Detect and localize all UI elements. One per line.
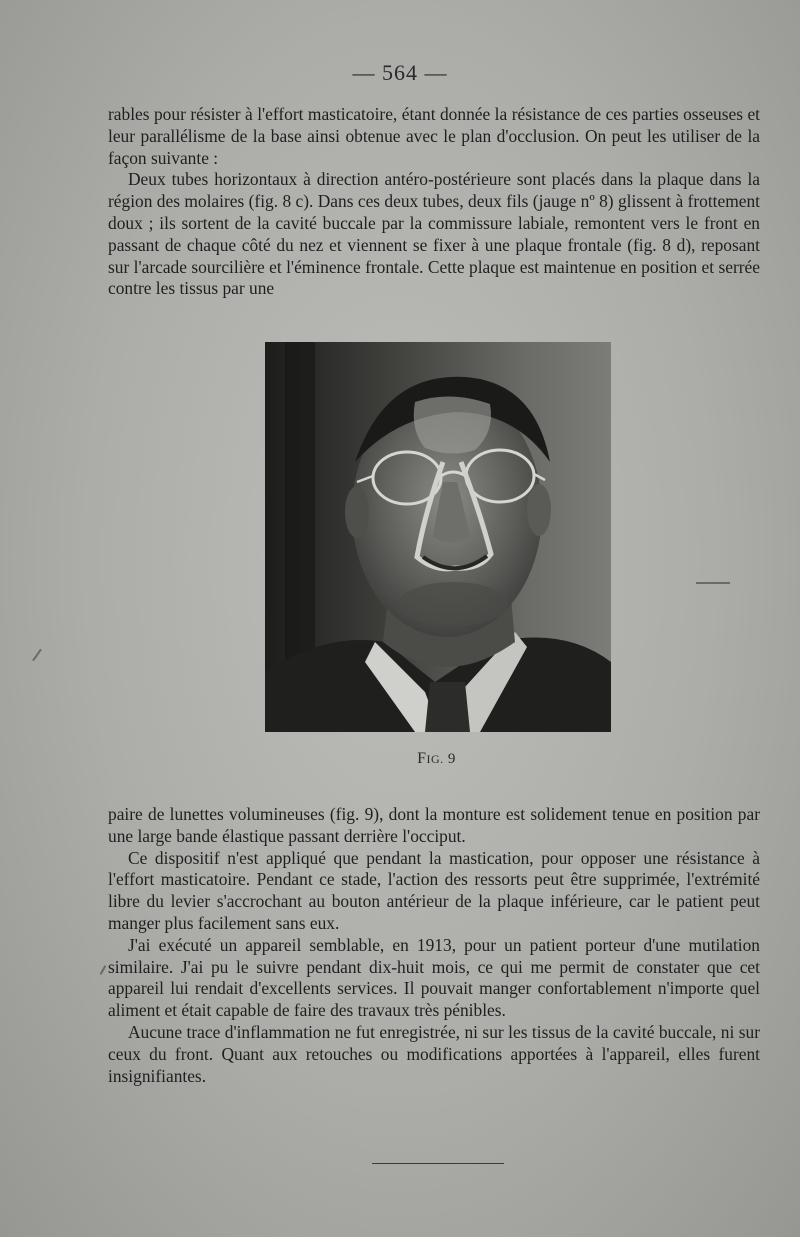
figure-caption: [0, 750, 800, 768]
paragraph: rables pour résister à l'effort masticatoire, étant donnée la résistance de ces parties osseuses et leur parallélisme de la base ainsi obtenue avec le plan d'occlusion. On peut les utiliser de la façon suivante :: [108, 104, 760, 168]
caption-label-rest: IG.: [426, 752, 444, 766]
bottom-text-block: [108, 804, 760, 1087]
margin-tick: [100, 965, 107, 975]
patient-photo-illustration: [265, 342, 611, 732]
paragraph: Aucune trace d'inflammation ne fut enregistrée, ni sur les tissus de la cavité buccale, ni sur ceux du front. Quant aux retouches ou modifications apportées à l'appareil, elles furent insignifiantes.: [108, 1021, 760, 1086]
footer-rule: [372, 1163, 504, 1164]
top-text-block: [108, 104, 760, 300]
paragraph: Deux tubes horizontaux à direction antéro-postérieure sont placés dans la plaque dans la région des molaires (fig. 8 c). Dans ces deux tubes, deux fils (jauge nº 8) glissent à frottement doux ; ils sortent de la cavité buccale par la commissure labiale, remontent vers le front en passant de chaque côté du nez et viennent se fixer à une plaque frontale (fig. 8 d), reposant sur l'arcade sourcilière et l'éminence frontale. Cette plaque est maintenue en position et serrée contre les tissus par une: [108, 169, 760, 299]
caption-label-first: F: [417, 750, 427, 767]
margin-tick: [32, 649, 42, 662]
paragraph: paire de lunettes volumineuses (fig. 9), dont la monture est solidement tenue en position par une large bande élastique passant derrière l'occiput.: [108, 804, 760, 846]
caption-number: 9: [447, 751, 456, 767]
paragraph: J'ai exécuté un appareil semblable, en 1913, pour un patient porteur d'une mutilation similaire. J'ai pu le suivre pendant dix-huit mois, ce qui me permit de constater que cet appareil lui rendait d'excellents services. Il pouvait manger confortablement n'importe quel aliment et était capable de faire des travaux très pénibles.: [108, 934, 760, 1021]
page-number: — 564 —: [352, 60, 448, 85]
margin-dash: [696, 582, 730, 584]
figure-photograph: [265, 342, 611, 732]
paragraph: Ce dispositif n'est appliqué que pendant la mastication, pour opposer une résistance à l'effort masticatoire. Pendant ce stade, l'action des ressorts peut être supprimée, l'extrémité libre du levier s'accrochant au bouton antérieur de la plaque inférieure, car le patient peut manger plus facilement sans eux.: [108, 847, 760, 933]
